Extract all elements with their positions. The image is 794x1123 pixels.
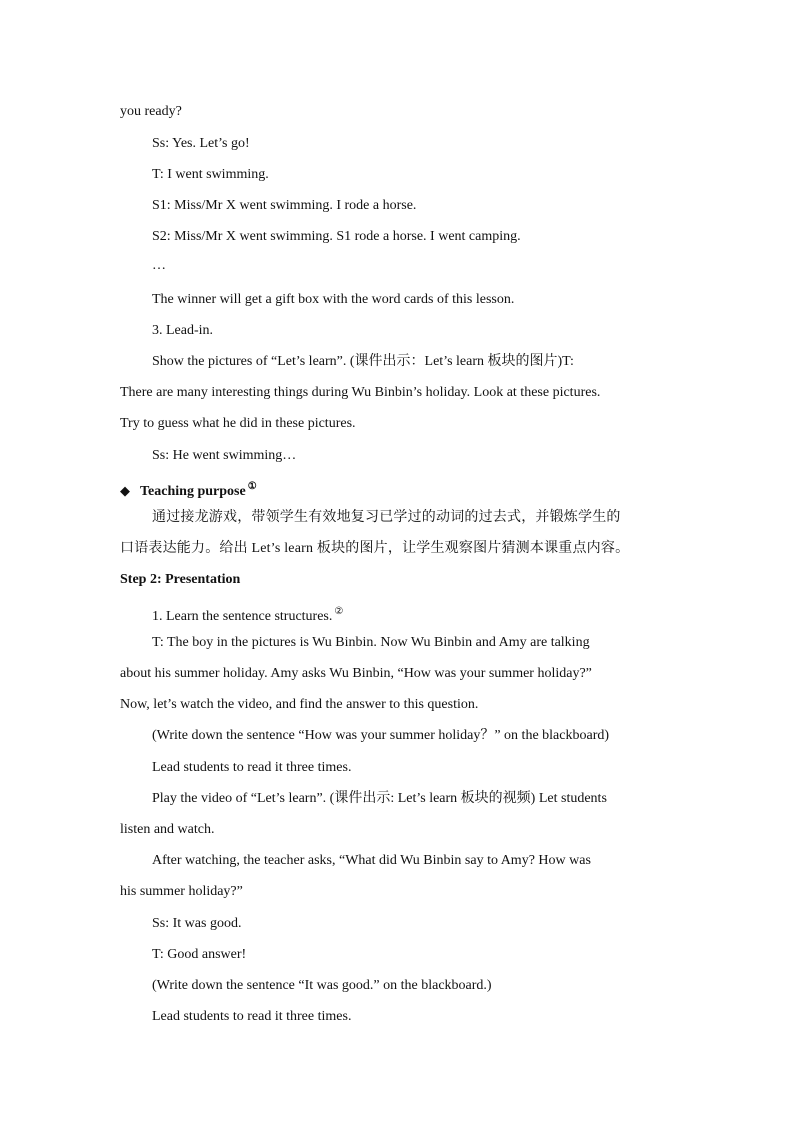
heading-text: Teaching purpose — [140, 484, 246, 499]
text-line: Ss: Yes. Let’s go! — [152, 136, 250, 151]
text-line: T: The boy in the pictures is Wu Binbin. Now Wu Binbin and Amy are talking — [152, 635, 590, 650]
text-span: 1. Learn the sentence structures. — [152, 609, 333, 624]
text-line: Lead students to read it three times. — [152, 1009, 352, 1024]
text-line: T: I went swimming. — [152, 167, 269, 182]
text-line: Try to guess what he did in these pictures. — [120, 416, 356, 431]
section-heading: Step 2: Presentation — [120, 572, 241, 587]
footnote-marker: ② — [334, 606, 344, 617]
footnote-marker: ① — [247, 481, 257, 492]
text-line-chinese: 口语表达能力。给出 Let’s learn 板块的图片，让学生观察图片猜测本课重点内容。 — [120, 541, 630, 556]
text-line: Play the video of “Let’s learn”. (课件出示: Let’s learn 板块的视频) Let students — [152, 791, 607, 806]
text-line: … — [152, 258, 166, 273]
text-line: about his summer holiday. Amy asks Wu Binbin, “How was your summer holiday?” — [120, 666, 592, 681]
text-line: S1: Miss/Mr X went swimming. I rode a horse. — [152, 198, 417, 213]
diamond-bullet-icon: ◆ — [120, 484, 130, 499]
text-line: Ss: He went swimming… — [152, 448, 297, 463]
text-line: Show the pictures of “Let’s learn”. (课件出示：Let’s learn 板块的图片)T: — [152, 354, 574, 369]
text-line: S2: Miss/Mr X went swimming. S1 rode a horse. I went camping. — [152, 229, 521, 244]
text-line-chinese: 通过接龙游戏，带领学生有效地复习已学过的动词的过去式，并锻炼学生的 — [152, 510, 621, 525]
text-line: The winner will get a gift box with the word cards of this lesson. — [152, 292, 515, 307]
text-line: After watching, the teacher asks, “What did Wu Binbin say to Amy? How was — [152, 853, 591, 868]
text-line — [152, 603, 343, 626]
text-line: you ready? — [120, 104, 182, 119]
teaching-purpose-heading — [120, 478, 257, 501]
text-line: (Write down the sentence “How was your summer holiday？” on the blackboard) — [152, 728, 610, 743]
text-line: Now, let’s watch the video, and find the answer to this question. — [120, 697, 479, 712]
text-line: listen and watch. — [120, 822, 215, 837]
text-line: (Write down the sentence “It was good.” on the blackboard.) — [152, 978, 492, 993]
text-line: There are many interesting things during Wu Binbin’s holiday. Look at these pictures. — [120, 385, 601, 400]
text-line: Lead students to read it three times. — [152, 760, 352, 775]
text-line: his summer holiday?” — [120, 884, 243, 899]
text-line: Ss: It was good. — [152, 916, 242, 931]
text-line: T: Good answer! — [152, 947, 247, 962]
text-line: 3. Lead-in. — [152, 323, 214, 338]
